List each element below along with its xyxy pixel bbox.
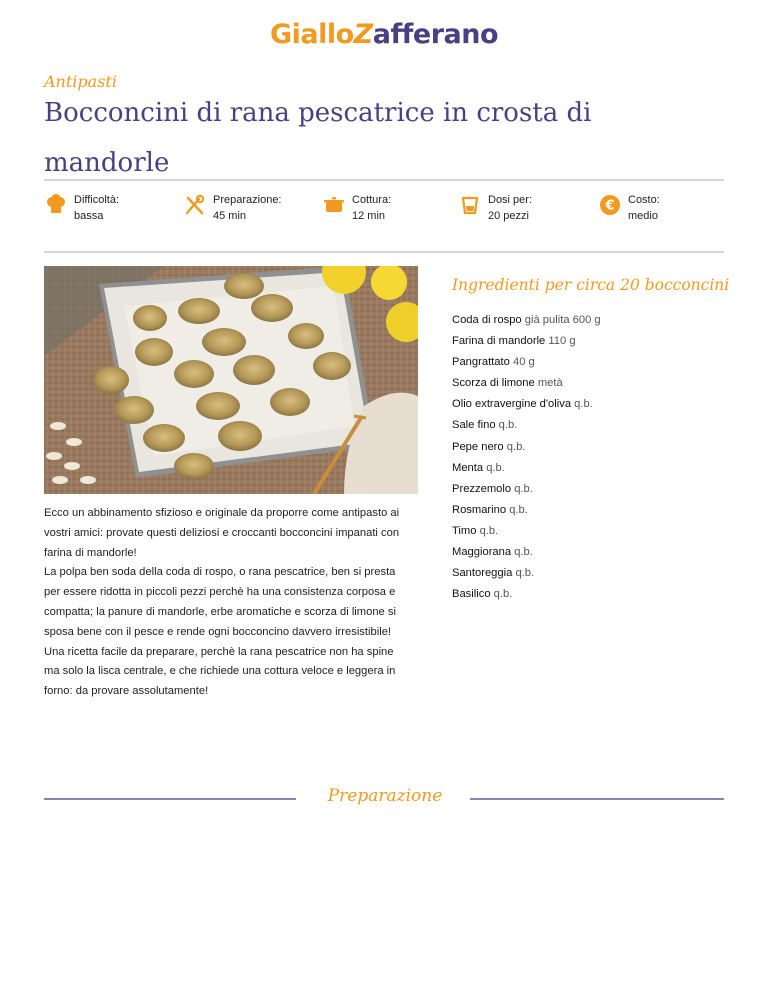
ingredient-item [452, 394, 601, 415]
info-label: Costo: [628, 194, 660, 206]
ingredient-qty: già pulita 600 g [524, 314, 601, 326]
recipe-title: Bocconcini di rana pescatrice in crosta di mandorle [44, 98, 592, 178]
ingredient-item [452, 352, 601, 373]
info-value: 45 min [213, 210, 247, 222]
ingredient-name[interactable]: Scorza di limone [452, 377, 535, 390]
ingredient-name[interactable]: Coda di rospo [452, 314, 522, 326]
logo-part-giallo: Giallo [269, 19, 354, 50]
recipe-category: Antipasti [44, 72, 117, 91]
info-difficulty [44, 192, 119, 224]
ingredient-name[interactable]: Prezzemolo [452, 482, 512, 495]
preparation-title: Preparazione [327, 786, 443, 806]
info-label: Cottura: [352, 194, 392, 206]
ingredient-name[interactable]: Pepe nero [452, 440, 504, 453]
recipe-photo [44, 266, 418, 494]
ingredient-item [452, 310, 601, 331]
ingredient-qty: metà [537, 377, 563, 390]
pot-icon [322, 193, 346, 217]
ingredient-item [452, 479, 601, 500]
ingredient-item [452, 458, 601, 479]
ingredient-qty: q.b. [498, 419, 518, 432]
intro-paragraph: Una ricetta facile da preparare, perchè la rana pescatrice non ha spine ma solo la lisca centrale, e che richiede una cottura veloce e leggera in forno: da provare assolutamente! [44, 645, 396, 698]
glass-icon [458, 193, 482, 217]
ingredient-name[interactable]: Timo [452, 524, 477, 537]
info-servings [458, 192, 532, 224]
divider-top [44, 179, 724, 181]
recipe-info-bar [44, 192, 724, 232]
ingredient-item [452, 415, 601, 436]
chef-hat-icon [44, 193, 68, 217]
ingredient-name[interactable]: Santoreggia [452, 567, 513, 580]
ingredient-name[interactable]: Sale fino [452, 419, 496, 432]
ingredient-qty: q.b. [506, 440, 526, 453]
ingredient-qty: q.b. [514, 482, 533, 495]
ingredient-item [452, 500, 601, 521]
ingredients-list [452, 310, 601, 605]
ingredient-name[interactable]: Pangrattato [452, 356, 510, 369]
info-label: Dosi per: [488, 194, 533, 206]
info-label: Preparazione: [213, 194, 282, 206]
ingredient-item [452, 563, 601, 584]
ingredient-name[interactable]: Farina di mandorle [452, 335, 546, 348]
info-value: bassa [74, 210, 104, 222]
svg-text:€: € [605, 198, 615, 214]
info-cooking [322, 192, 391, 224]
ingredient-name[interactable]: Maggiorana [452, 546, 512, 559]
intro-paragraph: La polpa ben soda della coda di rospo, o rana pescatrice, ben si presta per essere ridotta in piccoli pezzi perchè ha una consistenza corposa e compatta; la panure di mandorle, erbe aromatiche e scorza di limone si sposa bene con il pesce e rende ogni bocconcino davvero irresistibile! [44, 566, 396, 638]
ingredient-item [452, 373, 601, 394]
logo-part-z: Z [353, 19, 373, 50]
ingredient-item [452, 542, 601, 563]
ingredient-item [452, 584, 601, 605]
ingredient-qty: q.b. [509, 503, 528, 516]
utensils-icon [183, 193, 207, 217]
ingredient-qty: 40 g [512, 356, 535, 369]
ingredient-qty: 110 g [548, 335, 576, 348]
info-preparation [183, 192, 282, 224]
ingredient-name[interactable]: Menta [452, 461, 484, 474]
info-cost [598, 192, 660, 224]
ingredient-qty: q.b. [493, 588, 513, 601]
logo-part-afferano: afferano [372, 19, 499, 50]
ingredient-item [452, 437, 601, 458]
info-value: 12 min [352, 210, 386, 222]
info-value: medio [628, 210, 658, 222]
ingredient-qty: q.b. [514, 546, 533, 559]
divider-bottom [44, 251, 724, 253]
preparation-divider-left [44, 798, 296, 800]
euro-icon [598, 193, 622, 217]
ingredient-name[interactable]: Olio extravergine d'oliva [452, 398, 572, 411]
preparation-divider-right [470, 798, 724, 800]
ingredient-qty: q.b. [486, 461, 505, 474]
ingredient-item [452, 521, 601, 542]
ingredients-title: Ingredienti per circa 20 bocconcini [452, 276, 730, 294]
info-value: 20 pezzi [488, 210, 529, 222]
ingredient-qty: q.b. [574, 398, 593, 411]
brand-logo[interactable] [0, 10, 768, 60]
ingredient-qty: q.b. [515, 567, 535, 580]
ingredient-item [452, 331, 601, 352]
ingredient-name[interactable]: Basilico [452, 588, 491, 601]
ingredient-qty: q.b. [479, 524, 499, 537]
info-label: Difficoltà: [74, 194, 120, 206]
ingredient-name[interactable]: Rosmarino [452, 503, 507, 516]
intro-paragraph: Ecco un abbinamento sfizioso e originale da proporre come antipasto ai vostri amici: provate questi deliziosi e croccanti bocconcini impanati con farina di mandorle! [44, 507, 400, 559]
recipe-intro [44, 504, 412, 702]
